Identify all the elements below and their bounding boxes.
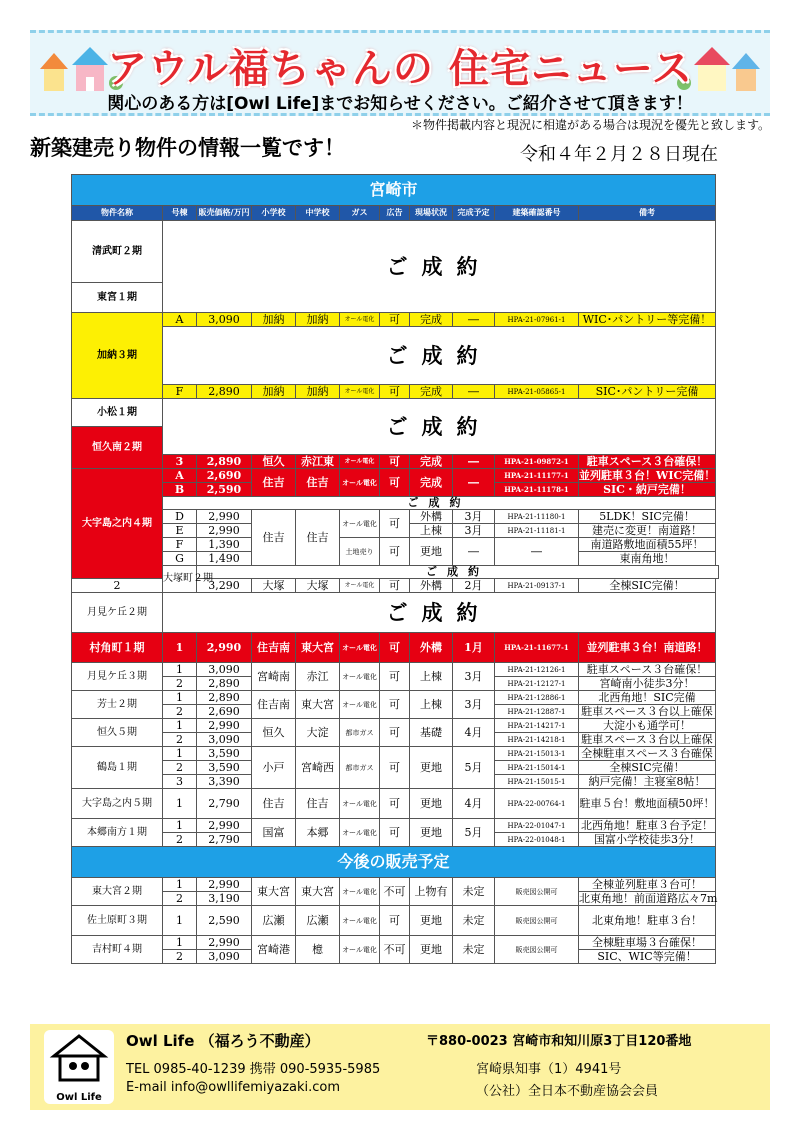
- col-header: 販売価格/万円: [197, 206, 252, 221]
- site-status: 外構: [410, 579, 453, 593]
- price: 3,590: [197, 747, 252, 761]
- site-status: 完成: [410, 385, 453, 399]
- unit-no: 1: [163, 633, 197, 663]
- sold-label: ご成約: [197, 566, 719, 579]
- price: 2,990: [197, 719, 252, 733]
- price: 2,890: [197, 385, 252, 399]
- company-address: 〒880-0023 宮崎市和知川原3丁目120番地: [426, 1034, 692, 1049]
- association: （公社）全日本不動産協会会員: [476, 1084, 659, 1099]
- remarks: SIC･パントリー完備: [579, 385, 716, 399]
- site-status: 完成: [410, 313, 453, 327]
- property-name: 本郷南方１期: [72, 819, 163, 847]
- unit-no: 1: [163, 663, 197, 677]
- completion: 1月: [453, 633, 495, 663]
- unit-no: A: [163, 469, 197, 483]
- ad-allowed: 可: [380, 906, 410, 936]
- unit-no: 1: [163, 936, 197, 950]
- ad-allowed: 可: [380, 719, 410, 747]
- remarks: 東南角地！: [579, 552, 716, 566]
- remarks: 5LDK！SIC完備！: [579, 510, 716, 524]
- remarks: SIC、WIC等完備！: [579, 950, 716, 964]
- unit-no: D: [163, 510, 197, 524]
- unit-no: 1: [163, 906, 197, 936]
- junior-high-school: 赤江東: [296, 455, 340, 469]
- permit-number: ―: [495, 538, 579, 566]
- permit-number: HPA-21-05865-1: [495, 385, 579, 399]
- col-header: 建築確認番号: [495, 206, 579, 221]
- col-header: 物件名称: [72, 206, 163, 221]
- logo-text: Owl Life: [56, 1092, 102, 1103]
- remarks: 駐車スペース３台以上確保: [579, 705, 716, 719]
- table-row: [72, 878, 719, 892]
- remarks: 建売に変更！南道路！: [579, 524, 716, 538]
- completion: 未定: [453, 906, 495, 936]
- completion: 4月: [453, 789, 495, 819]
- completion: 5月: [453, 747, 495, 789]
- gas-type: オール電化: [340, 663, 380, 691]
- junior-high-school: 大塚: [296, 579, 340, 593]
- upcoming-header: 今後の販売予定: [72, 847, 716, 878]
- elementary-school: 宮崎港: [252, 936, 296, 964]
- disclaimer: ＊物件掲載内容と現況に相違がある場合は現況を優先と致します。: [410, 118, 770, 132]
- completion: ―: [453, 538, 495, 566]
- gas-type: 都市ガス: [340, 719, 380, 747]
- completion: 未定: [453, 936, 495, 964]
- junior-high-school: 宮崎西: [296, 747, 340, 789]
- ad-allowed: 可: [380, 747, 410, 789]
- ad-allowed: 不可: [380, 936, 410, 964]
- unit-no: 2: [163, 677, 197, 691]
- site-status: 外構: [410, 633, 453, 663]
- permit-number: HPA-21-15014-1: [495, 761, 579, 775]
- permit-number: 販売図公開可: [495, 936, 579, 964]
- unit-no: G: [163, 552, 197, 566]
- company-logo: [44, 1030, 114, 1104]
- completion: 未定: [453, 878, 495, 906]
- unit-no: 2: [163, 705, 197, 719]
- gas-type: 土地売り: [340, 538, 380, 566]
- col-header: ガス: [340, 206, 380, 221]
- remarks: 駐車５台！敷地面積50坪！: [579, 789, 716, 819]
- page-title: 新築建売り物件の情報一覧です！: [30, 136, 345, 160]
- city-header: 宮崎市: [72, 175, 716, 206]
- price: 2,690: [197, 469, 252, 483]
- elementary-school: 住吉: [252, 510, 296, 566]
- column-headers: [72, 206, 719, 221]
- remarks: 全棟並列駐車３台可！: [579, 878, 716, 892]
- permit-number: HPA-21-09137-1: [495, 579, 579, 593]
- ad-allowed: 不可: [380, 878, 410, 906]
- junior-high-school: 住吉: [296, 469, 340, 497]
- completion: ―: [453, 455, 495, 469]
- completion: 4月: [453, 719, 495, 747]
- gas-type: オール電化: [340, 579, 380, 593]
- gas-type: オール電化: [340, 510, 380, 538]
- property-name: 月見ケ丘２期: [72, 593, 163, 633]
- permit-number: HPA-21-09872-1: [495, 455, 579, 469]
- as-of-date: 令和４年２月２８日現在: [520, 144, 718, 165]
- property-name: 大字島之内５期: [72, 789, 163, 819]
- gas-type: オール電化: [340, 878, 380, 906]
- remarks: 並列駐車３台！南道路！: [579, 633, 716, 663]
- col-header: 中学校: [296, 206, 340, 221]
- unit-no: 1: [163, 719, 197, 733]
- junior-high-school: 加納: [296, 313, 340, 327]
- ad-allowed: 可: [380, 789, 410, 819]
- remarks: 駐車スペース３台確保！: [579, 663, 716, 677]
- property-name: 芳士２期: [72, 691, 163, 719]
- remarks: 北東角地！駐車３台！: [579, 906, 716, 936]
- col-header: 小学校: [252, 206, 296, 221]
- junior-high-school: 広瀬: [296, 906, 340, 936]
- col-header: 完成予定: [453, 206, 495, 221]
- elementary-school: 住吉: [252, 789, 296, 819]
- completion: 3月: [453, 663, 495, 691]
- site-status: 更地: [410, 819, 453, 847]
- price: 2,790: [197, 833, 252, 847]
- permit-number: HPA-21-12126-1: [495, 663, 579, 677]
- price: 1,390: [197, 538, 252, 552]
- unit-no: 2: [163, 892, 197, 906]
- site-status: 完成: [410, 469, 453, 497]
- gas-type: 都市ガス: [340, 747, 380, 789]
- junior-high-school: 住吉: [296, 510, 340, 566]
- elementary-school: 小戸: [252, 747, 296, 789]
- permit-number: HPA-21-11177-1: [495, 469, 579, 483]
- remarks: 国富小学校徒歩3分！: [579, 833, 716, 847]
- property-name: 恒久南２期: [72, 427, 163, 469]
- elementary-school: 国富: [252, 819, 296, 847]
- ad-allowed: 可: [380, 633, 410, 663]
- sold-label: ご成約: [163, 497, 716, 510]
- listing-table: [71, 174, 719, 964]
- owl-house-icon: [44, 1030, 114, 1088]
- site-status: 更地: [410, 538, 453, 566]
- junior-high-school: 本郷: [296, 819, 340, 847]
- price: 3,390: [197, 775, 252, 789]
- sold-label: ご成約: [163, 593, 716, 633]
- company-name: Owl Life （福ろう不動産）: [126, 1032, 320, 1050]
- ad-allowed: 可: [380, 469, 410, 497]
- property-name: 鶴島１期: [72, 747, 163, 789]
- permit-number: HPA-22-00764-1: [495, 789, 579, 819]
- completion: 3月: [453, 510, 495, 524]
- unit-no: 2: [163, 833, 197, 847]
- price: 2,990: [197, 510, 252, 524]
- ad-allowed: 可: [380, 663, 410, 691]
- remarks: 大淀小も通学可！: [579, 719, 716, 733]
- remarks: 北西角地！SIC完備: [579, 691, 716, 705]
- remarks: 駐車スペース３台以上確保: [579, 733, 716, 747]
- price: 2,990: [197, 878, 252, 892]
- elementary-school: 加納: [252, 385, 296, 399]
- remarks: 北西角地！駐車３台予定！: [579, 819, 716, 833]
- site-status: 基礎: [410, 719, 453, 747]
- sold-label: ご成約: [163, 221, 716, 313]
- property-name: 小松１期: [72, 399, 163, 427]
- gas-type: オール電化: [340, 385, 380, 399]
- unit-no: B: [163, 483, 197, 497]
- table-row: [72, 747, 719, 761]
- remarks: WIC･パントリー等完備！: [579, 313, 716, 327]
- ad-allowed: 可: [380, 819, 410, 847]
- table-row: [72, 663, 719, 677]
- unit-no: 3: [163, 775, 197, 789]
- site-status: 外構: [410, 510, 453, 524]
- unit-no: 2: [163, 733, 197, 747]
- permit-number: 販売図公開可: [495, 878, 579, 906]
- table-row: [72, 906, 719, 936]
- unit-no: 2: [72, 579, 163, 593]
- property-name: 大塚町２期: [163, 566, 197, 593]
- completion: 3月: [453, 691, 495, 719]
- gas-type: オール電化: [340, 936, 380, 964]
- junior-high-school: 加納: [296, 385, 340, 399]
- price: 2,890: [197, 677, 252, 691]
- sold-label: ご成約: [163, 399, 716, 455]
- table-row: [72, 719, 719, 733]
- completion: ―: [453, 313, 495, 327]
- site-status: 更地: [410, 936, 453, 964]
- elementary-school: 住吉南: [252, 633, 296, 663]
- permit-number: HPA-21-15013-1: [495, 747, 579, 761]
- remarks: 全棟SIC完備！: [579, 761, 716, 775]
- header-banner: [30, 30, 770, 116]
- table-row: [72, 691, 719, 705]
- junior-high-school: 住吉: [296, 789, 340, 819]
- phone-numbers: TEL 0985-40-1239 携帯 090-5935-5985: [126, 1062, 381, 1077]
- unit-no: 1: [163, 878, 197, 892]
- permit-number: HPA-21-11677-1: [495, 633, 579, 663]
- remarks: 全棟駐車スペース３台確保: [579, 747, 716, 761]
- ad-allowed: 可: [380, 691, 410, 719]
- remarks: 宮崎南小徒歩3分！: [579, 677, 716, 691]
- unit-no: 1: [163, 691, 197, 705]
- permit-number: HPA-21-11178-1: [495, 483, 579, 497]
- price: 2,890: [197, 691, 252, 705]
- property-name: 東宮１期: [72, 283, 163, 313]
- price: 2,590: [197, 906, 252, 936]
- remarks: 納戸完備！主寝室8帖！: [579, 775, 716, 789]
- property-name: 恒久５期: [72, 719, 163, 747]
- gas-type: オール電化: [340, 819, 380, 847]
- ad-allowed: 可: [380, 579, 410, 593]
- price: 2,990: [197, 819, 252, 833]
- site-status: 上棟: [410, 691, 453, 719]
- col-header: 現場状況: [410, 206, 453, 221]
- price: 2,590: [197, 483, 252, 497]
- permit-number: HPA-21-15015-1: [495, 775, 579, 789]
- col-header: 備考: [579, 206, 716, 221]
- property-name: 村角町１期: [72, 633, 163, 663]
- unit-no: 2: [163, 761, 197, 775]
- elementary-school: 恒久: [252, 455, 296, 469]
- unit-no: 1: [163, 819, 197, 833]
- remarks: 全棟駐車場３台確保！: [579, 936, 716, 950]
- price: 2,790: [197, 789, 252, 819]
- elementary-school: 東大宮: [252, 878, 296, 906]
- footer: [30, 1024, 770, 1110]
- elementary-school: 大塚: [252, 579, 296, 593]
- ad-allowed: 可: [380, 385, 410, 399]
- banner-title: アウル福ちゃんの 住宅ニュース: [107, 46, 693, 92]
- completion: ―: [453, 469, 495, 497]
- remarks: 駐車スペース３台確保！: [579, 455, 716, 469]
- completion: 5月: [453, 819, 495, 847]
- price: 3,090: [197, 663, 252, 677]
- unit-no: F: [163, 385, 197, 399]
- property-name: 東大宮２期: [72, 878, 163, 906]
- junior-high-school: 檍: [296, 936, 340, 964]
- col-header: 号棟: [163, 206, 197, 221]
- price: 3,090: [197, 733, 252, 747]
- permit-number: HPA-21-11180-1: [495, 510, 579, 524]
- elementary-school: 恒久: [252, 719, 296, 747]
- table-row: [72, 789, 719, 819]
- ad-allowed: 可: [380, 510, 410, 538]
- gas-type: オール電化: [340, 691, 380, 719]
- site-status: 更地: [410, 789, 453, 819]
- gas-type: オール電化: [340, 313, 380, 327]
- permit-number: HPA-21-12886-1: [495, 691, 579, 705]
- remarks: 北東角地！前面道路広々7m: [579, 891, 718, 905]
- permit-number: HPA-21-14217-1: [495, 719, 579, 733]
- remarks: 全棟SIC完備！: [579, 579, 716, 593]
- elementary-school: 加納: [252, 313, 296, 327]
- site-status: 完成: [410, 455, 453, 469]
- remarks: 南道路敷地面積55坪！: [579, 538, 716, 552]
- property-name: 清武町２期: [72, 221, 163, 283]
- property-name: 吉村町４期: [72, 936, 163, 964]
- elementary-school: 住吉南: [252, 691, 296, 719]
- elementary-school: 宮崎南: [252, 663, 296, 691]
- unit-no: 1: [163, 789, 197, 819]
- property-name: 月見ケ丘３期: [72, 663, 163, 691]
- col-header: 広告: [380, 206, 410, 221]
- unit-no: 3: [163, 455, 197, 469]
- property-name: 佐土原町３期: [72, 906, 163, 936]
- email-address: E-mail info@owllifemiyazaki.com: [126, 1080, 341, 1095]
- elementary-school: 広瀬: [252, 906, 296, 936]
- completion: ―: [453, 385, 495, 399]
- permit-number: HPA-21-12887-1: [495, 705, 579, 719]
- junior-high-school: 東大宮: [296, 633, 340, 663]
- gas-type: オール電化: [340, 633, 380, 663]
- gas-type: オール電化: [340, 455, 380, 469]
- license-number: 宮崎県知事（1）4941号: [476, 1062, 622, 1077]
- site-status: 上棟: [410, 663, 453, 691]
- unit-no: 2: [163, 950, 197, 964]
- permit-number: HPA-22-01047-1: [495, 819, 579, 833]
- site-status: 更地: [410, 747, 453, 789]
- remarks: SIC・納戸完備！: [579, 483, 716, 497]
- completion: 3月: [453, 524, 495, 538]
- permit-number: HPA-21-07961-1: [495, 313, 579, 327]
- junior-high-school: 赤江: [296, 663, 340, 691]
- property-name: 大字島之内４期: [72, 469, 163, 579]
- unit-no: F: [163, 538, 197, 552]
- permit-number: HPA-21-11181-1: [495, 524, 579, 538]
- junior-high-school: 東大宮: [296, 878, 340, 906]
- site-status: 上物有: [410, 878, 453, 906]
- ad-allowed: 可: [380, 538, 410, 566]
- ad-allowed: 可: [380, 455, 410, 469]
- price: 2,990: [197, 633, 252, 663]
- price: 2,990: [197, 936, 252, 950]
- site-status: 上棟: [410, 524, 453, 538]
- permit-number: HPA-22-01048-1: [495, 833, 579, 847]
- gas-type: オール電化: [340, 789, 380, 819]
- elementary-school: 住吉: [252, 469, 296, 497]
- remarks: 並列駐車３台！WIC完備！: [579, 468, 716, 482]
- banner-subtitle: 関心のある方は[Owl Life]までお知らせください。ご紹介させて頂きます！: [107, 94, 693, 114]
- junior-high-school: 大淀: [296, 719, 340, 747]
- permit-number: 販売図公開可: [495, 906, 579, 936]
- price: 2,990: [197, 524, 252, 538]
- price: 2,890: [197, 455, 252, 469]
- table-row: [72, 819, 719, 833]
- price: 3,090: [197, 950, 252, 964]
- gas-type: オール電化: [340, 906, 380, 936]
- price: 3,590: [197, 761, 252, 775]
- ad-allowed: 可: [380, 313, 410, 327]
- price: 3,290: [197, 579, 252, 593]
- unit-no: A: [163, 313, 197, 327]
- site-status: 更地: [410, 906, 453, 936]
- price: 3,090: [197, 313, 252, 327]
- completion: 2月: [453, 579, 495, 593]
- permit-number: HPA-21-12127-1: [495, 677, 579, 691]
- unit-no: 1: [163, 747, 197, 761]
- price: 2,690: [197, 705, 252, 719]
- gas-type: オール電化: [340, 469, 380, 497]
- property-name: 加納３期: [72, 313, 163, 399]
- permit-number: HPA-21-14218-1: [495, 733, 579, 747]
- price: 3,190: [197, 892, 252, 906]
- unit-no: E: [163, 524, 197, 538]
- junior-high-school: 東大宮: [296, 691, 340, 719]
- price: 1,490: [197, 552, 252, 566]
- sold-label: ご成約: [163, 327, 716, 385]
- table-row: [72, 936, 719, 950]
